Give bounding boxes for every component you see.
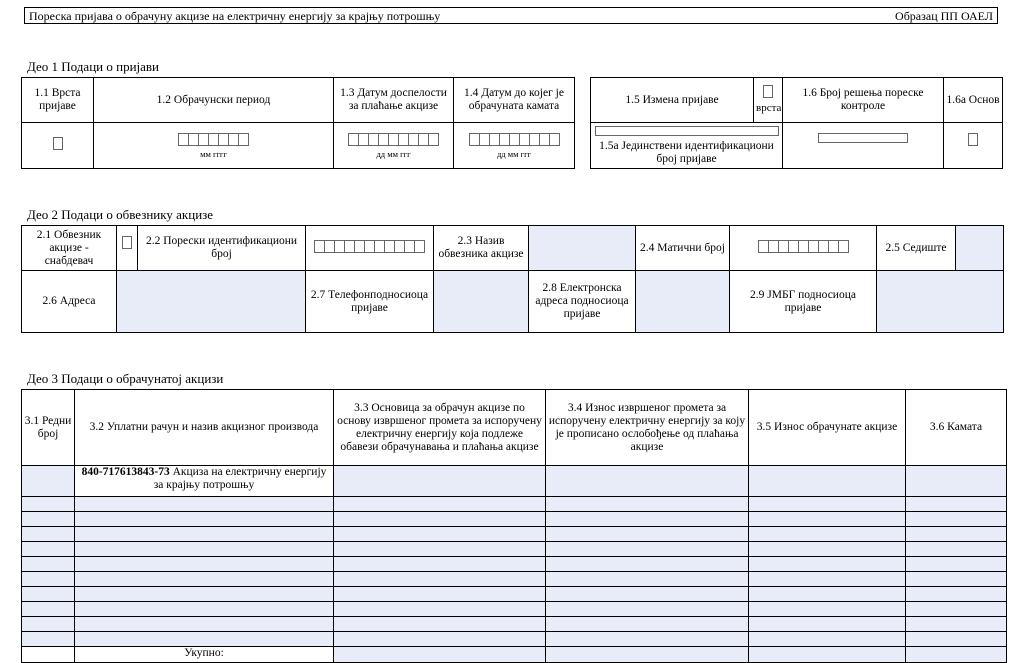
field-1-5a-label: 1.5а Јединствени идентификациони број пријаве xyxy=(599,140,774,165)
field-1-6-label: 1.6 Број решења пореске контроле xyxy=(783,78,944,123)
field-1-5a-cell xyxy=(591,123,783,169)
row-cell[interactable] xyxy=(906,557,1007,572)
table-row xyxy=(22,572,1007,587)
table-row xyxy=(22,587,1007,602)
row-cell[interactable] xyxy=(22,512,75,527)
field-3-3-label: 3.3 Основица за обрачун акцизе по основу извршеног промета за испоручену електричну енергију која подлеже обавези обрачунавања и плаћања акцизе xyxy=(334,390,546,466)
jmbg-input[interactable] xyxy=(877,271,1004,333)
table-row xyxy=(22,617,1007,632)
total-row xyxy=(22,647,1007,663)
supplier-cell xyxy=(117,226,138,271)
field-1-6a-label: 1.6а Основ xyxy=(944,78,1003,123)
field-1-5-label: 1.5 Измена пријаве xyxy=(591,78,754,123)
field-3-5-label: 3.5 Износ обрачунате акцизе xyxy=(749,390,906,466)
email-input[interactable] xyxy=(636,271,730,333)
address-input[interactable] xyxy=(117,271,306,333)
row-cell[interactable] xyxy=(22,617,75,632)
amendment-type-label: врста xyxy=(756,102,782,114)
row-cell[interactable] xyxy=(75,572,334,587)
interest-date-input[interactable] xyxy=(469,133,560,146)
table-row xyxy=(22,466,1007,497)
due-date-sub-label: дд мм ггг xyxy=(376,148,411,159)
row-cell[interactable] xyxy=(749,542,906,557)
field-1-3-label: 1.3 Датум доспелости за плаћање акцизе xyxy=(334,78,454,123)
decision-number-input[interactable] xyxy=(818,133,908,143)
row-cell[interactable] xyxy=(906,602,1007,617)
interest-input[interactable] xyxy=(906,466,1007,497)
table-row xyxy=(22,557,1007,572)
row-number-input[interactable] xyxy=(22,466,75,497)
row-cell[interactable] xyxy=(334,572,546,587)
total-base-input[interactable] xyxy=(334,647,546,663)
account-number: 840-717613843-73 xyxy=(81,466,170,478)
row-cell[interactable] xyxy=(22,572,75,587)
period-cell xyxy=(94,123,334,169)
row-cell[interactable] xyxy=(546,527,749,542)
row-cell[interactable] xyxy=(906,572,1007,587)
excise-base-input[interactable] xyxy=(334,466,546,497)
row-cell[interactable] xyxy=(546,497,749,512)
row-cell[interactable] xyxy=(749,632,906,647)
row-cell[interactable] xyxy=(75,512,334,527)
row-cell[interactable] xyxy=(75,632,334,647)
row-cell[interactable] xyxy=(546,557,749,572)
total-exempt-input[interactable] xyxy=(546,647,749,663)
row-cell[interactable] xyxy=(22,557,75,572)
amendment-type-checkbox[interactable] xyxy=(763,85,773,98)
row-cell[interactable] xyxy=(546,587,749,602)
row-cell[interactable] xyxy=(749,497,906,512)
table-row xyxy=(22,512,1007,527)
table-row xyxy=(22,542,1007,557)
exempt-amount-input[interactable] xyxy=(546,466,749,497)
row-cell[interactable] xyxy=(22,587,75,602)
row-cell[interactable] xyxy=(749,557,906,572)
interest-date-sub-label: дд мм ггг xyxy=(496,148,532,159)
row-cell[interactable] xyxy=(334,617,546,632)
seat-input[interactable] xyxy=(956,226,1004,271)
row-cell[interactable] xyxy=(749,602,906,617)
field-2-1-label: 2.1 Обвезник акцизе - снабдевач xyxy=(22,226,117,271)
account-text: Акциза на електричну енергију за крајњу потрошњу xyxy=(153,466,327,491)
section1-table-left xyxy=(21,77,575,169)
row-cell[interactable] xyxy=(546,632,749,647)
form-code: Образац ПП ОАЕЛ xyxy=(895,9,993,23)
row-cell[interactable] xyxy=(334,587,546,602)
field-1-5-type xyxy=(754,78,783,123)
field-2-4-label: 2.4 Матични број xyxy=(636,226,730,271)
section1-table-right xyxy=(590,77,1003,169)
field-1-4-label: 1.4 Датум до којег је обрачуната камата xyxy=(454,78,575,123)
row-cell[interactable] xyxy=(749,587,906,602)
section3-heading: Део 3 Подаци о обрачунатој акцизи xyxy=(27,371,224,386)
form-header xyxy=(24,7,998,24)
basis-cell xyxy=(944,123,1003,169)
field-3-1-label: 3.1 Редни број xyxy=(22,390,75,466)
row-cell[interactable] xyxy=(75,497,334,512)
decision-number-cell xyxy=(783,123,944,169)
row-cell[interactable] xyxy=(22,497,75,512)
row-cell[interactable] xyxy=(546,602,749,617)
field-1-2-label: 1.2 Обрачунски период xyxy=(94,78,334,123)
row-cell[interactable] xyxy=(906,512,1007,527)
row-cell[interactable] xyxy=(75,542,334,557)
row-cell[interactable] xyxy=(75,557,334,572)
row-cell[interactable] xyxy=(22,602,75,617)
section2-table xyxy=(21,225,1004,333)
section3-table xyxy=(21,389,1007,663)
row-cell[interactable] xyxy=(906,587,1007,602)
unique-id-input[interactable] xyxy=(595,126,779,136)
report-type-checkbox[interactable] xyxy=(53,137,63,150)
section1-heading: Део 1 Подаци о пријави xyxy=(27,59,159,74)
row-cell[interactable] xyxy=(546,572,749,587)
form-title: Пореска пријава о обрачуну акцизе на електричну енергију за крајњу потрошњу xyxy=(29,9,441,23)
field-2-9-label: 2.9 ЈМБГ подносиоца пријаве xyxy=(730,271,877,333)
row-cell[interactable] xyxy=(334,602,546,617)
total-row-number xyxy=(22,647,75,663)
field-2-3-label: 2.3 Назив обвезника акцизе xyxy=(434,226,529,271)
row-cell[interactable] xyxy=(906,497,1007,512)
row-cell[interactable] xyxy=(749,617,906,632)
field-2-7-label: 2.7 Телефонподносиоца пријаве xyxy=(306,271,434,333)
table-row xyxy=(22,497,1007,512)
row-cell[interactable] xyxy=(546,617,749,632)
row-cell[interactable] xyxy=(906,542,1007,557)
row-cell[interactable] xyxy=(75,602,334,617)
row-cell[interactable] xyxy=(22,527,75,542)
field-1-1-label: 1.1 Врста пријаве xyxy=(22,78,94,123)
row-cell[interactable] xyxy=(334,542,546,557)
period-input[interactable] xyxy=(178,133,249,146)
table-row xyxy=(22,632,1007,647)
row-cell[interactable] xyxy=(906,527,1007,542)
excise-amount-input[interactable] xyxy=(749,466,906,497)
due-date-input[interactable] xyxy=(348,133,439,146)
tax-id-cell xyxy=(306,226,434,271)
row-cell[interactable] xyxy=(75,527,334,542)
row-cell[interactable] xyxy=(75,587,334,602)
reg-number-input[interactable] xyxy=(758,240,849,253)
taxpayer-name-input[interactable] xyxy=(529,226,636,271)
row-cell[interactable] xyxy=(22,542,75,557)
row-cell[interactable] xyxy=(334,497,546,512)
row-cell[interactable] xyxy=(334,557,546,572)
report-type-cell xyxy=(22,123,94,169)
reg-number-cell xyxy=(730,226,877,271)
table-row xyxy=(22,602,1007,617)
row-cell[interactable] xyxy=(906,617,1007,632)
field-3-2-label: 3.2 Уплатни рачун и назив акцизног производа xyxy=(75,390,334,466)
row-cell[interactable] xyxy=(749,572,906,587)
row-cell[interactable] xyxy=(334,527,546,542)
period-sub-label: мм гггг xyxy=(200,148,227,159)
section2-heading: Део 2 Подаци о обвезнику акцизе xyxy=(27,207,214,222)
row-cell[interactable] xyxy=(334,632,546,647)
row-cell[interactable] xyxy=(334,512,546,527)
row-cell[interactable] xyxy=(749,527,906,542)
account-cell xyxy=(75,466,334,497)
phone-input[interactable] xyxy=(434,271,529,333)
row-cell[interactable] xyxy=(546,542,749,557)
tax-id-input[interactable] xyxy=(314,240,425,253)
field-2-6-label: 2.6 Адреса xyxy=(22,271,117,333)
basis-checkbox[interactable] xyxy=(968,133,978,146)
supplier-checkbox[interactable] xyxy=(122,236,132,249)
field-3-6-label: 3.6 Камата xyxy=(906,390,1007,466)
row-cell[interactable] xyxy=(749,512,906,527)
row-cell[interactable] xyxy=(546,512,749,527)
field-2-8-label: 2.8 Електронска адреса подносиоца пријаве xyxy=(529,271,636,333)
total-label: Укупно: xyxy=(75,647,334,663)
field-2-5-label: 2.5 Седиште xyxy=(877,226,956,271)
interest-date-cell xyxy=(454,123,575,169)
total-excise-input[interactable] xyxy=(749,647,906,663)
row-cell[interactable] xyxy=(75,617,334,632)
field-2-2-label: 2.2 Порески идентификациони број xyxy=(138,226,306,271)
row-cell[interactable] xyxy=(906,632,1007,647)
due-date-cell xyxy=(334,123,454,169)
field-3-4-label: 3.4 Износ извршеног промета за испоручену електричну енергију за коју је прописано ослобођење од плаћања акцизе xyxy=(546,390,749,466)
row-cell[interactable] xyxy=(22,632,75,647)
total-interest-input[interactable] xyxy=(906,647,1007,663)
table-row xyxy=(22,527,1007,542)
